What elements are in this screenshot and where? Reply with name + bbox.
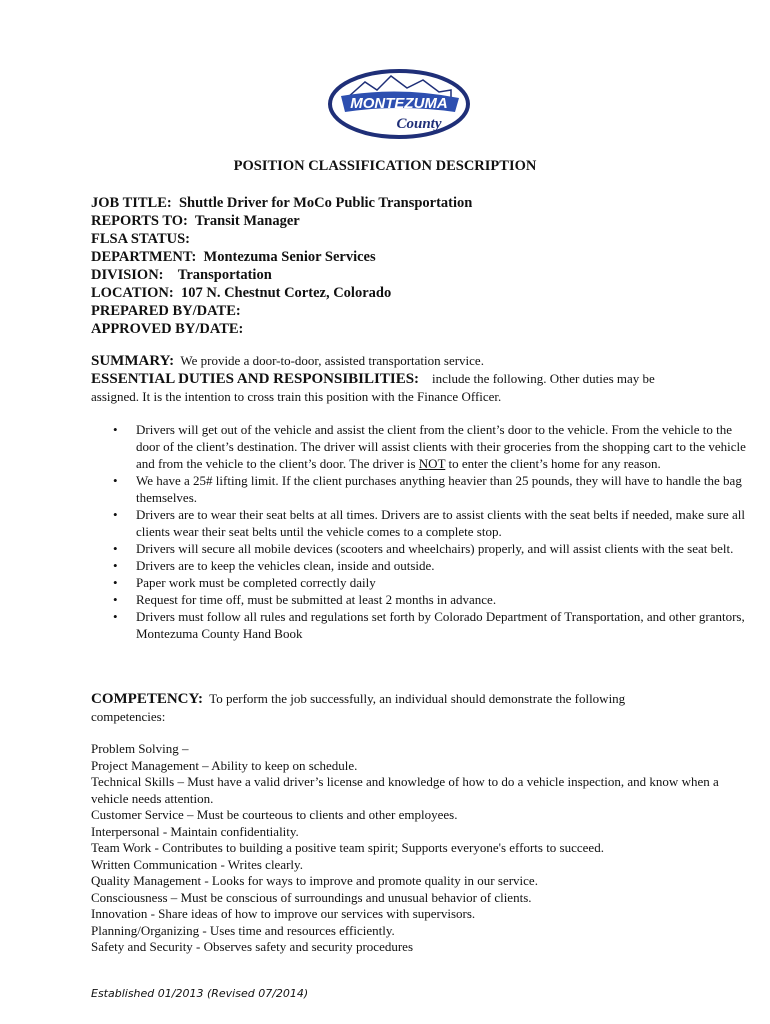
summary-section bbox=[91, 352, 721, 370]
list-item: Team Work - Contributes to building a positive team spirit; Supports everyone's efforts to succeed. bbox=[91, 840, 604, 855]
competency-text-line2: competencies: bbox=[91, 709, 166, 724]
competency-list bbox=[91, 741, 721, 956]
duty-text: Drivers are to keep the vehicles clean, inside and outside. bbox=[136, 558, 435, 573]
summary-heading: SUMMARY: bbox=[91, 353, 175, 369]
list-item: Quality Management - Looks for ways to improve and promote quality in our service. bbox=[91, 873, 538, 888]
list-item bbox=[113, 591, 756, 608]
duty-text: We have a 25# lifting limit. If the client purchases anything heavier than 25 pounds, they will have to handle the bag themselves. bbox=[136, 473, 742, 505]
field-label: APPROVED BY/DATE: bbox=[91, 321, 244, 337]
bullet-icon: • bbox=[113, 473, 118, 488]
bullet-icon: • bbox=[113, 609, 118, 624]
department-row bbox=[91, 248, 472, 266]
field-value: 107 N. Chestnut Cortez, Colorado bbox=[180, 285, 392, 301]
duty-text: to enter the client’s home for any reason. bbox=[445, 456, 661, 471]
summary-text: We provide a door-to-door, assisted transportation service. bbox=[180, 353, 484, 368]
essential-text-line1: include the following. Other duties may be bbox=[432, 371, 655, 386]
field-label: LOCATION: bbox=[91, 285, 174, 301]
field-label: REPORTS TO: bbox=[91, 213, 188, 229]
duty-text: Drivers will get out of the vehicle and assist the client from the client’s door to the vehicle. From the vehicle to the door of the client’s destination. The driver will assist clients with their groceries from the shopping cart to the vehicle and from the vehicle to the client’s door. The driver is bbox=[136, 422, 746, 471]
list-item bbox=[113, 557, 756, 574]
field-value: Shuttle Driver for MoCo Public Transportation bbox=[178, 195, 473, 211]
list-item: Technical Skills – Must have a valid driver’s license and knowledge of how to do a vehicle inspection, and know when a vehicle needs attention. bbox=[91, 774, 719, 806]
field-label: DIVISION: bbox=[91, 267, 164, 283]
document-title: POSITION CLASSIFICATION DESCRIPTION bbox=[233, 158, 537, 174]
approved-by-row bbox=[91, 320, 472, 338]
field-value: Montezuma Senior Services bbox=[203, 249, 376, 265]
essential-duties-section bbox=[91, 370, 721, 405]
duty-text: Drivers will secure all mobile devices (scooters and wheelchairs) properly, and will assist clients with the seat belt. bbox=[136, 541, 734, 556]
list-item: Innovation - Share ideas of how to improve our services with supervisors. bbox=[91, 906, 476, 921]
bullet-icon: • bbox=[113, 541, 118, 556]
logo-title: MONTEZUMA bbox=[350, 95, 448, 112]
list-item bbox=[113, 540, 756, 557]
duty-text: Paper work must be completed correctly daily bbox=[136, 575, 376, 590]
list-item bbox=[113, 574, 756, 591]
field-value: Transit Manager bbox=[194, 213, 300, 229]
division-row bbox=[91, 266, 472, 284]
list-item bbox=[113, 506, 756, 540]
list-item: Project Management – Ability to keep on schedule. bbox=[91, 757, 358, 773]
reports-to-row bbox=[91, 212, 472, 230]
list-item: Written Communication - Writes clearly. bbox=[91, 856, 303, 872]
flsa-status-row bbox=[91, 230, 472, 248]
bullet-icon: • bbox=[113, 507, 118, 522]
competency-heading: COMPETENCY: bbox=[91, 691, 203, 707]
list-item: Consciousness – Must be conscious of surroundings and unusual behavior of clients. bbox=[91, 889, 532, 905]
header-fields bbox=[91, 194, 472, 338]
bullet-icon: • bbox=[113, 558, 118, 573]
location-row bbox=[91, 284, 472, 302]
competency-section bbox=[91, 690, 721, 725]
duty-text: Request for time off, must be submitted at least 2 months in advance. bbox=[136, 592, 497, 607]
field-label: PREPARED BY/DATE: bbox=[91, 303, 241, 319]
footer-established: Established 01/2013 (Revised 07/2014) bbox=[91, 987, 309, 1000]
list-item: Customer Service – Must be courteous to clients and other employees. bbox=[91, 807, 458, 822]
list-item bbox=[113, 472, 756, 506]
list-item: Safety and Security - Observes safety and security procedures bbox=[91, 939, 413, 954]
prepared-by-row bbox=[91, 302, 472, 320]
essential-text-line2: assigned. It is the intention to cross train this position with the Finance Officer. bbox=[91, 389, 502, 404]
bullet-icon: • bbox=[113, 575, 118, 590]
bullet-icon: • bbox=[113, 592, 118, 607]
duty-text: Drivers are to wear their seat belts at all times. Drivers are to assist clients with the seat belts if needed, make sure all clients wear their seat belts until the vehicle comes to a complete stop. bbox=[136, 507, 745, 539]
bullet-icon: • bbox=[113, 422, 118, 437]
field-label: DEPARTMENT: bbox=[91, 249, 197, 265]
not-emphasis: NOT bbox=[418, 456, 446, 471]
list-item: Planning/Organizing - Uses time and resources efficiently. bbox=[91, 922, 395, 938]
competency-text-line1: To perform the job successfully, an individual should demonstrate the following bbox=[209, 691, 626, 706]
essential-heading: ESSENTIAL DUTIES AND RESPONSIBILITIES: bbox=[91, 371, 420, 387]
list-item bbox=[113, 608, 756, 642]
list-item: Problem Solving – bbox=[91, 741, 189, 756]
field-label: JOB TITLE: bbox=[91, 195, 172, 211]
field-label: FLSA STATUS: bbox=[91, 231, 190, 247]
logo-subtitle: County bbox=[396, 116, 442, 132]
list-item: Interpersonal - Maintain confidentiality. bbox=[91, 823, 299, 839]
montezuma-county-logo bbox=[327, 68, 471, 140]
list-item bbox=[113, 421, 756, 472]
duties-list bbox=[91, 421, 756, 642]
job-title-row bbox=[91, 194, 472, 212]
field-value: Transportation bbox=[177, 267, 272, 283]
duty-text: Drivers must follow all rules and regulations set forth by Colorado Department of Transportation, and other grantors, Montezuma County Hand Book bbox=[136, 609, 745, 641]
